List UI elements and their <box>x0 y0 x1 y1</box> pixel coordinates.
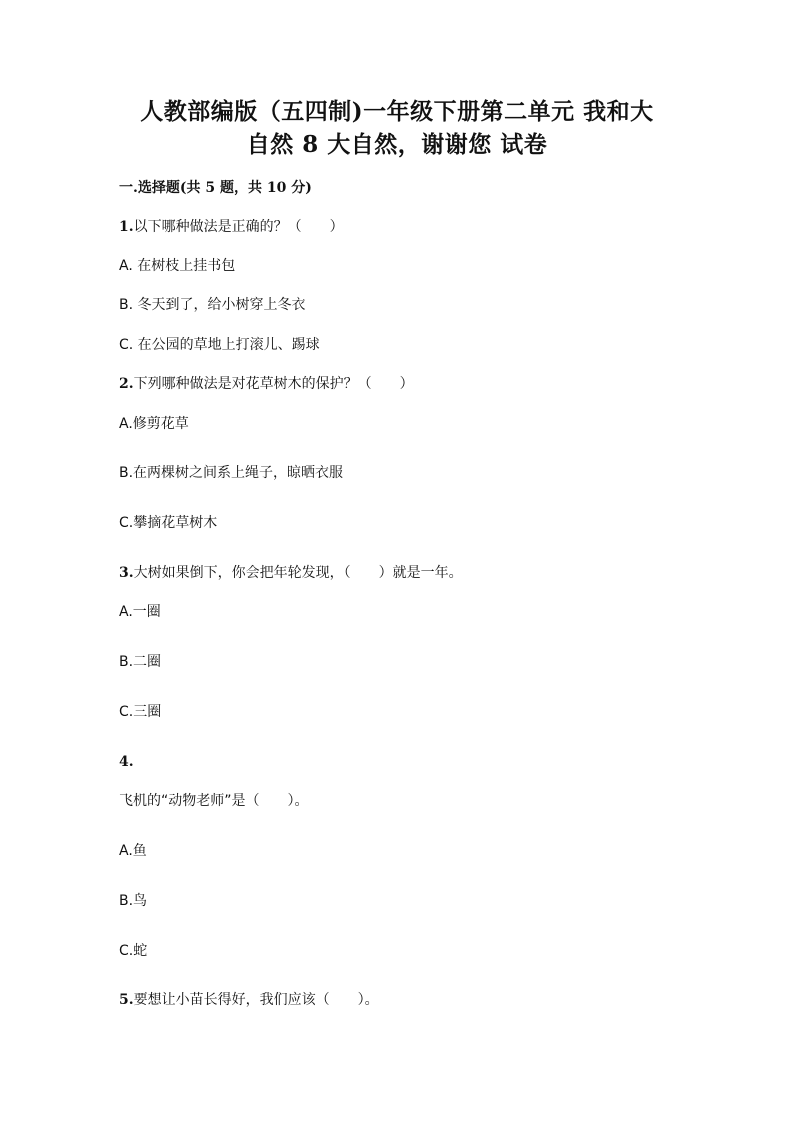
document-title-line-1: 人教部编版（五四制)一年级下册第二单元 我和大 <box>140 98 654 125</box>
question-3-option-c: C.三圈 <box>119 704 162 720</box>
question-2-stem: 下列哪种做法是对花草树木的保护？（ ） <box>133 376 414 392</box>
question-5-stem: 要想让小苗长得好，我们应该（ ）。 <box>133 992 379 1008</box>
question-4-option-a: A.鱼 <box>119 843 147 859</box>
question-1-option-a: A. 在树枝上挂书包 <box>119 258 236 274</box>
question-2 <box>119 374 414 394</box>
question-4-stem: 飞机的“动物老师”是（ ）。 <box>119 793 309 809</box>
question-4-option-c: C.蛇 <box>119 943 148 959</box>
question-1 <box>119 217 344 237</box>
question-2-option-b: B.在两棵树之间系上绳子，晾晒衣服 <box>119 465 344 481</box>
question-2-option-c: C.攀摘花草树木 <box>119 515 218 531</box>
question-5-number: 5. <box>119 992 134 1008</box>
question-2-option-a: A.修剪花草 <box>119 416 189 432</box>
question-1-option-c: C. 在公园的草地上打滚儿、踢球 <box>119 337 320 353</box>
question-1-stem: 以下哪种做法是正确的？（ ） <box>133 219 344 235</box>
question-5 <box>119 990 379 1010</box>
question-4-number: 4. <box>119 754 134 770</box>
question-2-number: 2. <box>119 376 134 392</box>
question-4-option-b: B.鸟 <box>119 893 148 909</box>
question-3-number: 3. <box>119 565 134 581</box>
question-3-option-b: B.二圈 <box>119 654 162 670</box>
section-heading: 一.选择题(共 5 题，共 10 分) <box>119 180 312 196</box>
question-3-option-a: A.一圈 <box>119 604 161 620</box>
question-1-option-b: B. 冬天到了，给小树穿上冬衣 <box>119 297 306 313</box>
question-3-stem: 大树如果倒下，你会把年轮发现，（ ）就是一年。 <box>133 565 463 581</box>
question-3 <box>119 563 463 583</box>
question-1-number: 1. <box>119 219 134 235</box>
document-title-line-2: 自然 8 大自然，谢谢您 试卷 <box>246 131 548 158</box>
